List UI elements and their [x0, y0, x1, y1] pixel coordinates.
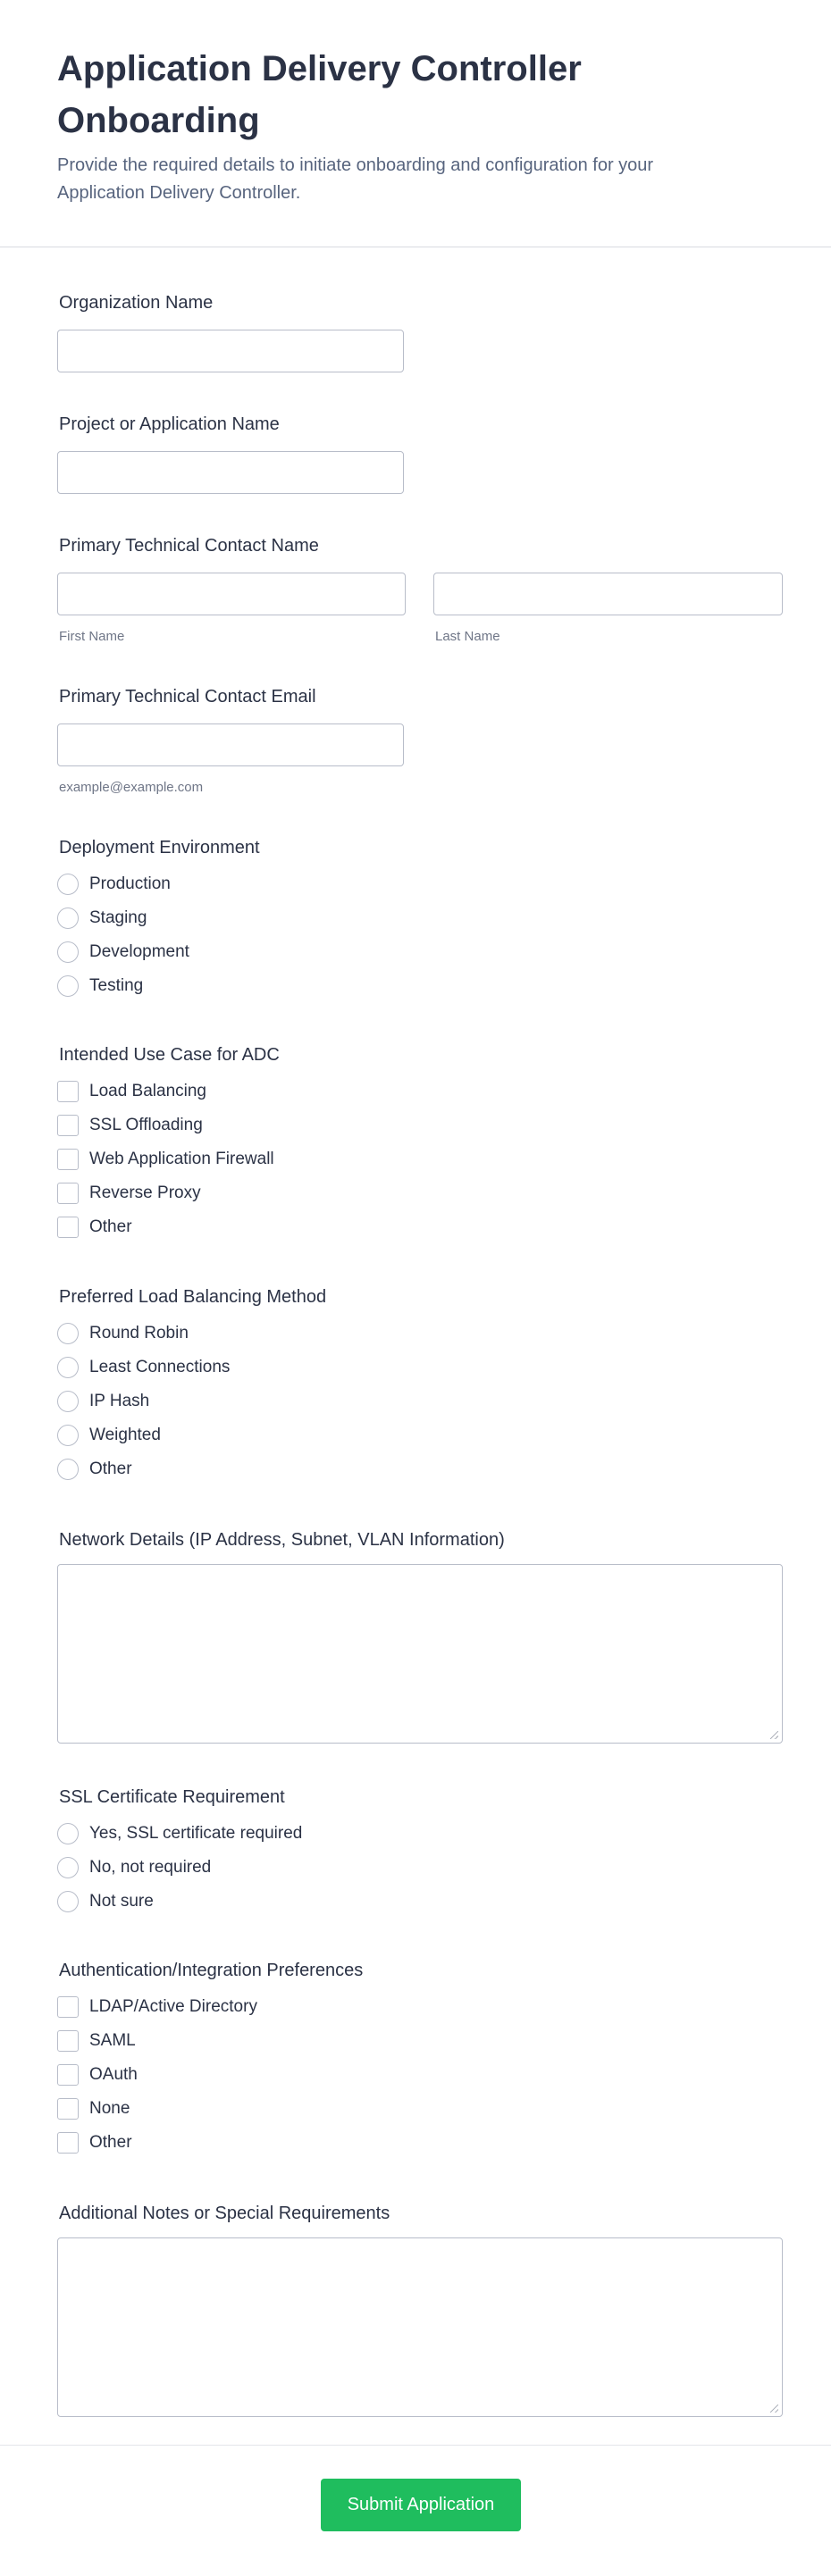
- option-label: Load Balancing: [89, 1082, 206, 1100]
- lb-method-label: Preferred Load Balancing Method: [59, 1287, 327, 1307]
- notes-label: Additional Notes or Special Requirements: [59, 2204, 390, 2223]
- radio-circle[interactable]: [57, 874, 79, 895]
- checkbox-box[interactable]: [57, 2098, 79, 2120]
- deployment-environment-label: Deployment Environment: [59, 838, 260, 857]
- radio-option-development[interactable]: [57, 940, 189, 965]
- radio-option-staging[interactable]: [57, 906, 147, 931]
- checkbox-box[interactable]: [57, 2064, 79, 2086]
- last-name-input[interactable]: [433, 573, 783, 615]
- project-name-label: Project or Application Name: [59, 414, 280, 434]
- option-label: OAuth: [89, 2065, 138, 2084]
- contact-email-input[interactable]: [57, 723, 404, 766]
- checkbox-option-saml[interactable]: [57, 2028, 136, 2053]
- option-label: Not sure: [89, 1892, 154, 1911]
- network-details-label: Network Details (IP Address, Subnet, VLAN Information): [59, 1530, 505, 1550]
- option-label: LDAP/Active Directory: [89, 1997, 257, 2016]
- checkbox-option-ssl-offloading[interactable]: [57, 1113, 203, 1138]
- network-details-textarea[interactable]: [57, 1564, 783, 1744]
- form-footer: [0, 2445, 831, 2576]
- option-label: Development: [89, 942, 189, 961]
- form-header: [0, 0, 831, 247]
- option-label: No, not required: [89, 1858, 212, 1877]
- last-name-sublabel: Last Name: [435, 629, 500, 644]
- checkbox-box[interactable]: [57, 2132, 79, 2154]
- checkbox-box[interactable]: [57, 1996, 79, 2018]
- radio-option-other[interactable]: [57, 1457, 132, 1482]
- radio-circle[interactable]: [57, 1425, 79, 1446]
- auth-preferences-label: Authentication/Integration Preferences: [59, 1961, 364, 1980]
- option-label: Production: [89, 874, 171, 893]
- notes-textarea[interactable]: [57, 2237, 783, 2417]
- checkbox-box[interactable]: [57, 1183, 79, 1204]
- radio-circle[interactable]: [57, 1459, 79, 1480]
- radio-circle[interactable]: [57, 1391, 79, 1412]
- resize-grip-icon[interactable]: [770, 2405, 778, 2413]
- first-name-sublabel: First Name: [59, 629, 125, 644]
- checkbox-option-waf[interactable]: [57, 1147, 274, 1172]
- contact-email-label: Primary Technical Contact Email: [59, 687, 316, 707]
- checkbox-option-other[interactable]: [57, 1215, 132, 1240]
- option-label: Round Robin: [89, 1324, 189, 1342]
- checkbox-box[interactable]: [57, 1217, 79, 1238]
- checkbox-option-load-balancing[interactable]: [57, 1079, 206, 1104]
- radio-option-production[interactable]: [57, 872, 171, 897]
- radio-option-weighted[interactable]: [57, 1423, 161, 1448]
- option-label: Reverse Proxy: [89, 1183, 201, 1202]
- option-label: IP Hash: [89, 1392, 150, 1410]
- radio-circle[interactable]: [57, 941, 79, 963]
- radio-option-ssl-no[interactable]: [57, 1855, 211, 1880]
- option-label: Other: [89, 2133, 132, 2152]
- organization-name-label: Organization Name: [59, 293, 214, 313]
- use-case-label: Intended Use Case for ADC: [59, 1045, 280, 1065]
- submit-button[interactable]: Submit Application: [321, 2479, 521, 2531]
- radio-option-ssl-yes[interactable]: [57, 1821, 302, 1846]
- option-label: Least Connections: [89, 1358, 231, 1376]
- radio-circle[interactable]: [57, 1357, 79, 1378]
- ssl-requirement-label: SSL Certificate Requirement: [59, 1787, 285, 1807]
- radio-circle[interactable]: [57, 1323, 79, 1344]
- checkbox-box[interactable]: [57, 1115, 79, 1136]
- option-label: Staging: [89, 908, 147, 927]
- option-label: Other: [89, 1459, 132, 1478]
- checkbox-option-none[interactable]: [57, 2096, 130, 2121]
- checkbox-option-ldap[interactable]: [57, 1995, 257, 2020]
- radio-option-testing[interactable]: [57, 974, 143, 999]
- option-label: SSL Offloading: [89, 1116, 203, 1134]
- organization-name-input[interactable]: [57, 330, 404, 372]
- radio-option-ssl-not-sure[interactable]: [57, 1889, 154, 1914]
- radio-circle[interactable]: [57, 1891, 79, 1912]
- radio-option-least-connections[interactable]: [57, 1355, 230, 1380]
- option-label: Other: [89, 1217, 132, 1236]
- checkbox-box[interactable]: [57, 1149, 79, 1170]
- radio-option-ip-hash[interactable]: [57, 1389, 149, 1414]
- radio-circle[interactable]: [57, 1823, 79, 1844]
- option-label: Weighted: [89, 1426, 161, 1444]
- project-name-input[interactable]: [57, 451, 404, 494]
- radio-option-round-robin[interactable]: [57, 1321, 189, 1346]
- radio-circle[interactable]: [57, 1857, 79, 1878]
- page-title: Application Delivery Controller Onboarding: [57, 49, 582, 140]
- checkbox-box[interactable]: [57, 1081, 79, 1102]
- page-subtitle: Provide the required details to initiate onboarding and configuration for your Application Delivery Controller.: [57, 155, 654, 203]
- option-label: SAML: [89, 2031, 136, 2050]
- checkbox-box[interactable]: [57, 2030, 79, 2052]
- resize-grip-icon[interactable]: [770, 1731, 778, 1739]
- checkbox-option-auth-other[interactable]: [57, 2130, 132, 2155]
- option-label: None: [89, 2099, 130, 2118]
- option-label: Testing: [89, 976, 144, 995]
- checkbox-option-reverse-proxy[interactable]: [57, 1181, 201, 1206]
- contact-email-hint: example@example.com: [59, 780, 204, 795]
- radio-circle[interactable]: [57, 975, 79, 997]
- radio-circle[interactable]: [57, 907, 79, 929]
- option-label: Yes, SSL certificate required: [89, 1824, 303, 1843]
- option-label: Web Application Firewall: [89, 1150, 274, 1168]
- checkbox-option-oauth[interactable]: [57, 2062, 138, 2087]
- contact-name-label: Primary Technical Contact Name: [59, 536, 319, 556]
- first-name-input[interactable]: [57, 573, 406, 615]
